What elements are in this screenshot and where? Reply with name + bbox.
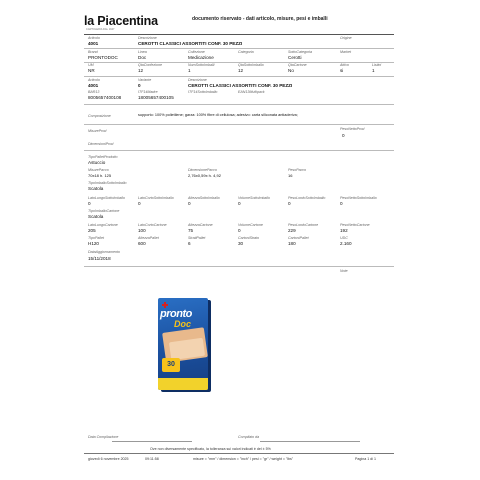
label-cartoni-strato: CartoniStrato bbox=[238, 236, 260, 240]
label-tipo-pallet: TipoPallet bbox=[88, 236, 104, 240]
label-lato-lungo-sott: LatoLungoSottoImballo bbox=[88, 196, 125, 200]
product-logo-pronto: pronto bbox=[160, 308, 192, 320]
value-num-sottoimballi: 1 bbox=[188, 68, 191, 73]
value-qta-sottoimballo: 12 bbox=[238, 68, 244, 73]
label-collezione: Collezione bbox=[188, 50, 205, 54]
value-articolo-2: 4001 bbox=[88, 83, 99, 88]
value-lato-lungo-cart: 205 bbox=[88, 228, 96, 233]
label-peso-netto-sott: PesoNettoSottoImballo bbox=[340, 196, 377, 200]
value-itf-madre: 18005657400105 bbox=[138, 95, 174, 100]
label-data-aggiornamento: DataAggiornamento bbox=[88, 250, 120, 254]
value-tipo-imballo-cartone: Scatola bbox=[88, 214, 104, 219]
signature-line-date bbox=[112, 441, 192, 442]
value-altezza-pallet: 600 bbox=[138, 241, 146, 246]
product-badge-30: 30 bbox=[162, 358, 180, 372]
value-altezza-cart: 75 bbox=[188, 228, 194, 233]
value-tipo-pallet: H120 bbox=[88, 241, 99, 246]
value-altezza-sott: 0 bbox=[188, 201, 191, 206]
label-peso-lordo-cart: PesoLordoCartone bbox=[288, 223, 319, 227]
product-image bbox=[150, 290, 220, 398]
value-descrizione-2: CEROTTI CLASSICI ASSORTITI CONF. 30 PEZZI bbox=[188, 83, 293, 88]
label-lato-lungo-cart: LatoLungoCartone bbox=[88, 223, 118, 227]
product-logo-doc: Doc bbox=[174, 319, 192, 329]
label-lato-corto-sott: LatoCortoSottoImballo bbox=[138, 196, 174, 200]
label-misure-prod: MisureProd bbox=[88, 129, 107, 133]
label-note: Note bbox=[340, 269, 348, 273]
label-composizione: Composizione bbox=[88, 114, 111, 118]
label-tipo-pallet-prodotto: TipoPalletProdotto bbox=[88, 155, 118, 159]
label-descrizione-2: Descrizione bbox=[188, 78, 207, 82]
label-peso-netto-cart: PesoNettoCartone bbox=[340, 223, 370, 227]
label-udc: UDC bbox=[340, 236, 348, 240]
label-strati-pallet: StratiPallet bbox=[188, 236, 206, 240]
footer-page: Pagina 1 di 1 bbox=[355, 457, 376, 461]
divider bbox=[84, 266, 394, 267]
value-qta-confezione: 12 bbox=[138, 68, 144, 73]
value-strati-pallet: 6 bbox=[188, 241, 191, 246]
label-qta-confezione: QtaConfezione bbox=[138, 63, 162, 67]
value-brand: PRONTODOC bbox=[88, 55, 118, 60]
divider bbox=[84, 124, 394, 125]
divider bbox=[84, 76, 394, 77]
footer-time: 09:11:58 bbox=[145, 457, 159, 461]
document-title: documento riservato - dati articolo, misure, pesi e imballi bbox=[192, 16, 328, 22]
label-data-compilazione: Data Compilazione bbox=[88, 435, 119, 439]
value-cartoni-pallet: 180 bbox=[288, 241, 296, 246]
label-itf-madre: ITF14Madre bbox=[138, 90, 158, 94]
divider bbox=[84, 104, 394, 105]
value-qta-cartone: No bbox=[288, 68, 294, 73]
value-peso-netto: 0 bbox=[342, 133, 345, 138]
value-articolo: 4001 bbox=[88, 41, 99, 46]
label-articolo-2: Articolo bbox=[88, 78, 100, 82]
label-qta-cartone: QtaCartone bbox=[288, 63, 307, 67]
label-listini: Listini bbox=[372, 63, 382, 67]
label-num-sottoimballi: NumSottoImballi bbox=[188, 63, 215, 67]
divider bbox=[84, 48, 394, 49]
value-lato-corto-sott: 0 bbox=[138, 201, 141, 206]
value-misure-pacco: 70x18 h. 125 bbox=[88, 173, 112, 178]
label-peso-netto: PesoNettoProd bbox=[340, 127, 365, 131]
label-sottocategoria: SottoCategoria bbox=[288, 50, 312, 54]
footer-divider bbox=[84, 453, 394, 454]
value-cartoni-strato: 30 bbox=[238, 241, 244, 246]
value-variante: 0 bbox=[138, 83, 141, 88]
label-dimensioni-pacco: DimensionePacco bbox=[188, 168, 217, 172]
label-categoria: Categoria bbox=[238, 50, 254, 54]
value-sottocategoria: Cerotti bbox=[288, 55, 302, 60]
value-attivo: si bbox=[340, 68, 344, 73]
value-peso-netto-sott: 0 bbox=[340, 201, 343, 206]
product-box-band bbox=[158, 378, 208, 390]
label-compilato-da: Compilato da bbox=[238, 435, 260, 439]
label-qta-sottoimballo: QtaSottoImballo bbox=[238, 63, 264, 67]
label-volume-cart: VolumeCartone bbox=[238, 223, 263, 227]
value-volume-sott: 0 bbox=[238, 201, 241, 206]
value-peso-pacco: 16 bbox=[288, 173, 293, 178]
label-altezza-cart: AltezzaCartone bbox=[188, 223, 213, 227]
label-altezza-sott: AltezzaSottoImballo bbox=[188, 196, 220, 200]
value-tipo-sottoimballo: Scatola bbox=[88, 186, 104, 191]
value-composizione: supporto: 100% polietilene; garza: 100% fibre di cellulosa; adesivo: carta siliconata antiaderiva; bbox=[138, 113, 298, 117]
label-variante: Variante bbox=[138, 78, 152, 82]
label-attivo: Attivo bbox=[340, 63, 349, 67]
label-descrizione: Descrizione bbox=[138, 36, 157, 40]
brand-tagline: CARTOLERIA DAL 1947 bbox=[86, 28, 115, 31]
header-divider bbox=[84, 34, 394, 35]
label-ean-multipacco: EAN13Multipack bbox=[238, 90, 265, 94]
value-ean13: 8005657400108 bbox=[88, 95, 122, 100]
label-peso-lordo-sott: PesoLordoSottoImballo bbox=[288, 196, 326, 200]
label-altezza-pallet: AltezzaPallet bbox=[138, 236, 159, 240]
value-tipo-pallet-prodotto: Astuccio bbox=[88, 160, 106, 165]
value-lato-lungo-sott: 0 bbox=[88, 201, 91, 206]
label-tipo-sottoimballo: TipoImballoSottoImballo bbox=[88, 181, 127, 185]
label-market: Market bbox=[340, 50, 351, 54]
value-um: NR bbox=[88, 68, 95, 73]
label-articolo: Articolo bbox=[88, 36, 100, 40]
footer-date: giovedì 6 novembre 2025 bbox=[88, 457, 129, 461]
value-dimensioni-pacco: 2,76x0,59x h. 4,92 bbox=[188, 173, 221, 178]
label-cartoni-pallet: CartoniPallet bbox=[288, 236, 309, 240]
label-itf-sottoimballo: ITF14SottoImballo bbox=[188, 90, 218, 94]
label-linea: Linea bbox=[138, 50, 147, 54]
label-origine: Origine bbox=[340, 36, 352, 40]
brand-logo: la Piacentina bbox=[84, 14, 158, 28]
value-listini: 1 bbox=[372, 68, 375, 73]
label-tipo-imballo-cartone: TipoImballoCartone bbox=[88, 209, 120, 213]
value-volume-cart: 0 bbox=[238, 228, 241, 233]
signature-line-name bbox=[260, 441, 360, 442]
label-lato-corto-cart: LatoCortoCartone bbox=[138, 223, 167, 227]
value-peso-lordo-cart: 229 bbox=[288, 228, 296, 233]
value-udc: 2.160 bbox=[340, 241, 352, 246]
label-um: UM bbox=[88, 63, 94, 67]
label-peso-pacco: PesoPacco bbox=[288, 168, 307, 172]
value-lato-corto-cart: 100 bbox=[138, 228, 146, 233]
tolerance-note: Ove non diversamente specificato, la tolleranza sui valori indicati è del ± 5% bbox=[150, 447, 271, 451]
value-peso-netto-cart: 192 bbox=[340, 228, 348, 233]
label-dimensioni-prod: DimensioniProd bbox=[88, 142, 114, 146]
value-data-aggiornamento: 15/11/2018 bbox=[88, 256, 111, 261]
label-brand: Brand bbox=[88, 50, 98, 54]
footer-units: misure = "mm" / dimension = "inch" / pesi = "gr" / weight = "lbs" bbox=[193, 457, 294, 461]
value-collezione: Medicazione bbox=[188, 55, 214, 60]
label-ean13: BAR13 bbox=[88, 90, 100, 94]
label-volume-sott: VolumeSottoImballo bbox=[238, 196, 271, 200]
label-misure-pacco: MisurePacco bbox=[88, 168, 109, 172]
value-descrizione: CEROTTI CLASSICI ASSORTITI CONF. 30 PEZZI bbox=[138, 41, 243, 46]
value-linea: Doc bbox=[138, 55, 147, 60]
divider bbox=[84, 150, 394, 151]
value-peso-lordo-sott: 0 bbox=[288, 201, 291, 206]
